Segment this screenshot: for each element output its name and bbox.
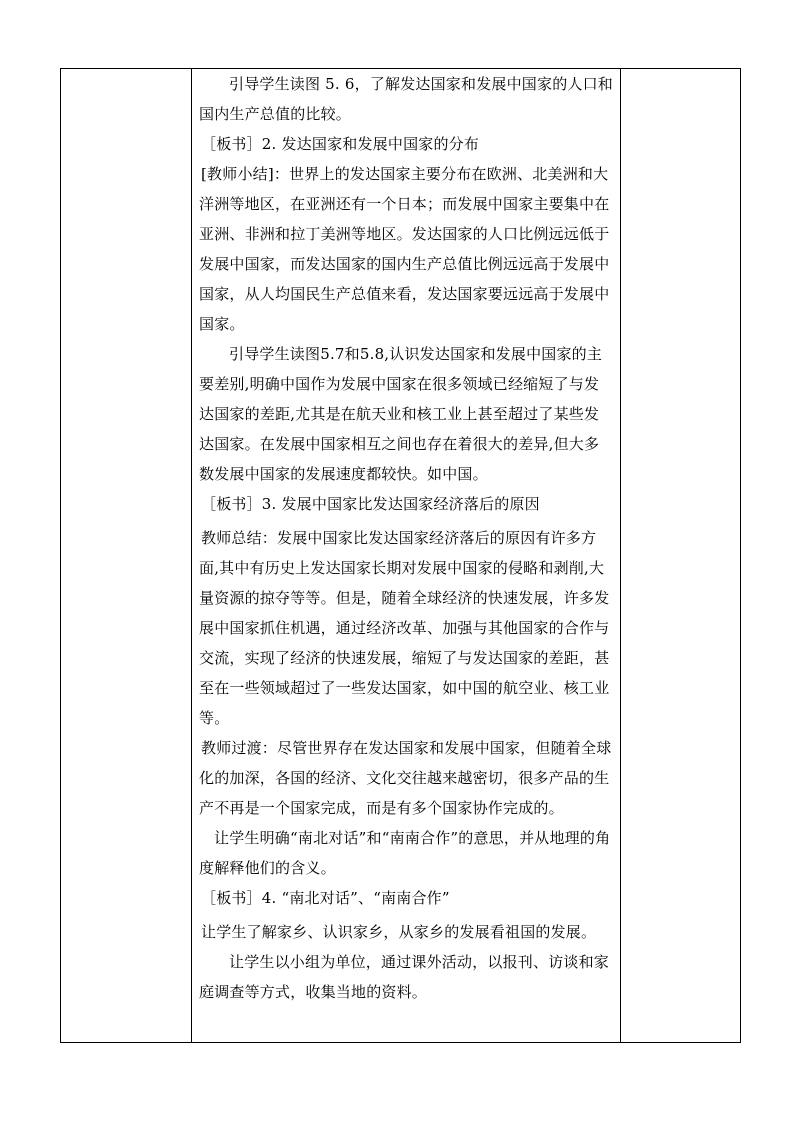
paragraph-teacher-transition: 教师过渡：尽管世界存在发达国家和发展中国家，但随着全球化的加深，各国的经济、文化交往越来越密切，很多产品的生产不再是一个国家完成，而是有多个国家协作完成的。 bbox=[199, 739, 612, 817]
right-column-cell bbox=[621, 69, 741, 1043]
paragraph-teacher-conclusion: 教师总结：发展中国家比发达国家经济落后的原因有许多方面,其中有历史上发达国家长期对发展中国家的侵略和剥削,大量资源的掠夺等等。但是，随着全球经济的快速发展，许多发展中国家抓住机遇，通过经济改革、加强与其他国家的合作与交流，实现了经济的快速发展，缩短了与发达国家的差距，甚至在一些领域超过了一些发达国家，如中国的航空业、核工业等。 bbox=[199, 529, 610, 727]
content-cell bbox=[192, 69, 621, 1043]
paragraph-group-activity: 让学生以小组为单位，通过课外活动，以报刊、访谈和家庭调查等方式，收集当地的资料。 bbox=[199, 953, 610, 1001]
board-heading-2: ［板书］2. 发达国家和发展中国家的分布 bbox=[201, 135, 480, 153]
board-heading-3: ［板书］3. 发展中国家比发达国家经济落后的原因 bbox=[201, 495, 540, 513]
table-row bbox=[61, 69, 741, 1043]
left-column-cell bbox=[61, 69, 192, 1043]
lesson-table bbox=[60, 68, 741, 1043]
paragraph-north-south: 让学生明确“南北对话”和“南南合作”的意思，并从地理的角度解释他们的含义。 bbox=[199, 829, 611, 877]
paragraph-read-figure-5-7: 引导学生读图5.7和5.8,认识发达国家和发展中国家的主要差别,明确中国作为发展中国家在很多领域已经缩短了与发达国家的差距,尤其是在航天业和核工业上甚至超过了某些发达国家。在发展中国家相互之间也存在着很大的差异,但大多数发展中国家的发展速度都较快。如中国。 bbox=[199, 345, 603, 483]
board-heading-4: ［板书］4. “南北对话”、“南南合作” bbox=[201, 889, 450, 907]
paragraph-teacher-summary: [教师小结]：世界上的发达国家主要分布在欧洲、北美洲和大洋洲等地区，在亚洲还有一个日本；而发展中国家主要集中在亚洲、非洲和拉丁美洲等地区。发达国家的人口比例远远低于发展中国家，而发达国家的国内生产总值比例远远高于发展中国家，从人均国民生产总值来看，发达国家要远远高于发展中国家。 bbox=[199, 165, 610, 333]
paragraph-read-figure-5-6: 引导学生读图 5. 6，了解发达国家和发展中国家的人口和国内生产总值的比较。 bbox=[199, 75, 613, 123]
paragraph-hometown: 让学生了解家乡、认识家乡，从家乡的发展看祖国的发展。 bbox=[201, 923, 597, 941]
